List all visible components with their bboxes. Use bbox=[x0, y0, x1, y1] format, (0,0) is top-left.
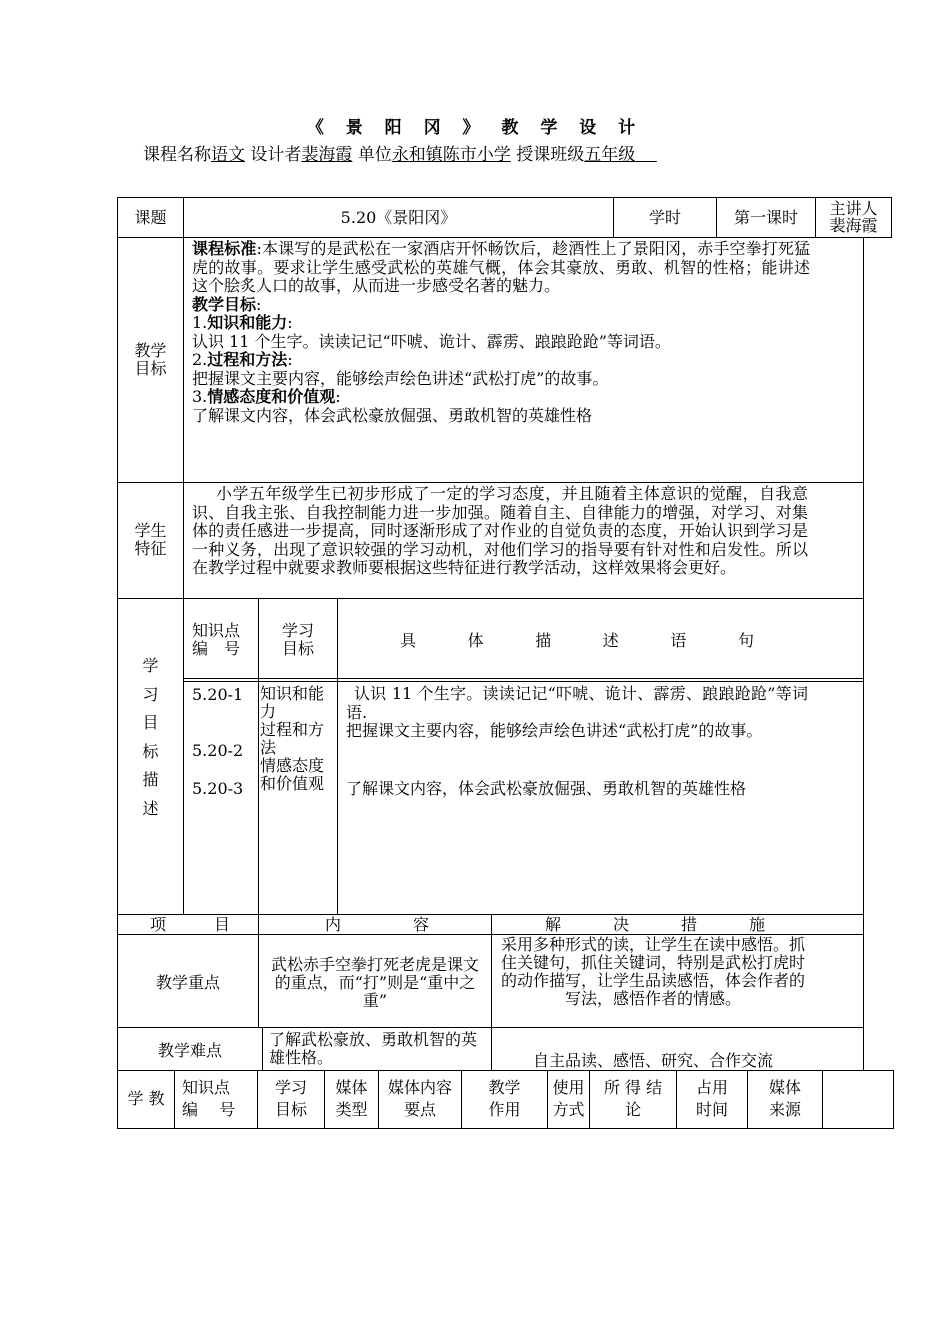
goal-2: 过程和方法 bbox=[260, 720, 325, 757]
class-label: 授课班级 bbox=[516, 145, 585, 165]
goal-process-text: 把握课文主要内容，能够绘声绘色讲述“武松打虎”的故事。 bbox=[192, 368, 609, 388]
media-col-type: 媒体 类型 bbox=[335, 1078, 368, 1119]
hours-value: 第一课时 bbox=[733, 208, 798, 227]
students-text: 小学五年级学生已初步形成了一定的学习态度，并且随着主体意识的觉醒，自我意识、自我主张、自我控制能力进一步加强。随着自主、自律能力的增强，对学习、对集体的责任感进一步提高，同时逐渐形成了对作业的自觉负责的态度，开始认识到学习是一种义务，出现了意识较强的学习动机，对他们学习的指导要有针对性和启发性。所以在教学过程中就要求教师要根据这些特征进行教学活动，这样效果将会更好。 bbox=[192, 484, 808, 577]
col-head-goal: 学习 目标 bbox=[281, 621, 314, 658]
goal-cell bbox=[260, 685, 338, 793]
unit-value: 永和镇陈市小学 bbox=[391, 145, 511, 165]
hard-content: 了解武松豪放、勇敢机智的英雄性格。 bbox=[269, 1030, 478, 1067]
hard-label: 教学难点 bbox=[157, 1041, 222, 1060]
goal-emotion-title: 3.情感态度和价值观: bbox=[192, 387, 341, 406]
head-item: 项 目 bbox=[150, 915, 230, 934]
desc-1: 认识 11 个生字。读读记记“吓唬、诡计、霹雳、踉踉跄跄”等词语. bbox=[346, 684, 808, 722]
media-col-role: 教学 作用 bbox=[488, 1078, 521, 1119]
class-value: 五年级 bbox=[584, 145, 636, 165]
course-label: 课程名称 bbox=[143, 145, 211, 165]
speaker-name: 裴海霞 bbox=[829, 216, 878, 235]
objectives-label: 教学 目标 bbox=[134, 341, 167, 378]
designer-value: 裴海霞 bbox=[301, 145, 353, 165]
media-col-source: 媒体 来源 bbox=[768, 1078, 801, 1119]
unit-label: 单位 bbox=[357, 145, 392, 165]
key-label: 教学重点 bbox=[155, 973, 220, 992]
media-col-code: 知识点 编 号 bbox=[182, 1078, 236, 1119]
designer-label: 设计者 bbox=[250, 145, 302, 165]
key-solve: 采用多种形式的读，让学生在读中感悟。抓住关键句，抓住关键词，特别是武松打虎时的动作描写，让学生品读感悟，体会作者的写法，感悟作者的情感。 bbox=[500, 935, 805, 1008]
hard-solve: 自主品读、感悟、研究、合作交流 bbox=[532, 1051, 773, 1070]
desc-3: 了解课文内容，体会武松豪放倔强、勇敢机智的英雄性格 bbox=[346, 779, 747, 798]
speaker-label: 主讲人 bbox=[829, 199, 878, 218]
goal-heading: 教学目标: bbox=[192, 294, 262, 314]
head-solve: 解 决 措 施 bbox=[545, 915, 765, 934]
media-col-goal: 学习 目标 bbox=[274, 1078, 307, 1119]
head-content: 内 容 bbox=[325, 915, 429, 934]
students-label: 学生 特征 bbox=[134, 521, 167, 558]
media-col-teach: 学 教 bbox=[127, 1089, 165, 1108]
media-col-time: 占用 时间 bbox=[695, 1078, 728, 1119]
goal-process-title: 2.过程和方法: bbox=[192, 350, 293, 369]
code-1: 5.20-1 bbox=[192, 685, 244, 704]
code-3: 5.20-3 bbox=[192, 779, 244, 798]
learning-side-label: 学 习 目 标 描 述 bbox=[142, 656, 159, 818]
page-title: 《 景 阳 冈 》 教 学 设 计 bbox=[306, 118, 644, 138]
objectives-content bbox=[192, 240, 810, 425]
media-col-content: 媒体内容 要点 bbox=[387, 1078, 452, 1119]
course-standard: 课程标准:本课写的是武松在一家酒店开怀畅饮后，趁酒性上了景阳冈，赤手空拳打死猛虎的故事。要求让学生感受武松的英雄气概，体会其豪放、勇敢、机智的性格；能讲述这个脍炙人口的故事，从而进一步感受名著的魅力。 bbox=[192, 239, 810, 295]
course-value: 语文 bbox=[211, 145, 245, 165]
speaker-cell bbox=[816, 200, 891, 234]
goal-1: 知识和能力 bbox=[260, 684, 325, 721]
goal-3: 情感态度和价值观 bbox=[260, 756, 325, 793]
course-meta bbox=[143, 140, 657, 165]
topic-value: 5.20《景阳冈》 bbox=[340, 208, 457, 227]
key-content: 武松赤手空拳打死老虎是课文的重点，而“打”则是“重中之重” bbox=[270, 955, 479, 1010]
hours-label: 学时 bbox=[648, 208, 681, 227]
goal-emotion-text: 了解课文内容，体会武松豪放倔强、勇敢机智的英雄性格 bbox=[192, 405, 593, 425]
goal-knowledge-text: 认识 11 个生字。读读记记“吓唬、诡计、霹雳、踉踉跄跄”等词语。 bbox=[192, 331, 671, 351]
col-head-code: 知识点 编 号 bbox=[192, 621, 241, 658]
goal-knowledge-title: 1.知识和能力: bbox=[192, 313, 293, 332]
col-head-desc: 具 体 描 述 语 句 bbox=[400, 631, 754, 650]
code-2: 5.20-2 bbox=[192, 741, 244, 760]
desc-2: 把握课文主要内容，能够绘声绘色讲述“武松打虎”的故事。 bbox=[346, 721, 763, 740]
media-col-conclusion: 所 得 结 论 bbox=[603, 1078, 663, 1119]
topic-label: 课题 bbox=[134, 208, 167, 227]
media-col-method: 使用 方式 bbox=[552, 1078, 585, 1119]
